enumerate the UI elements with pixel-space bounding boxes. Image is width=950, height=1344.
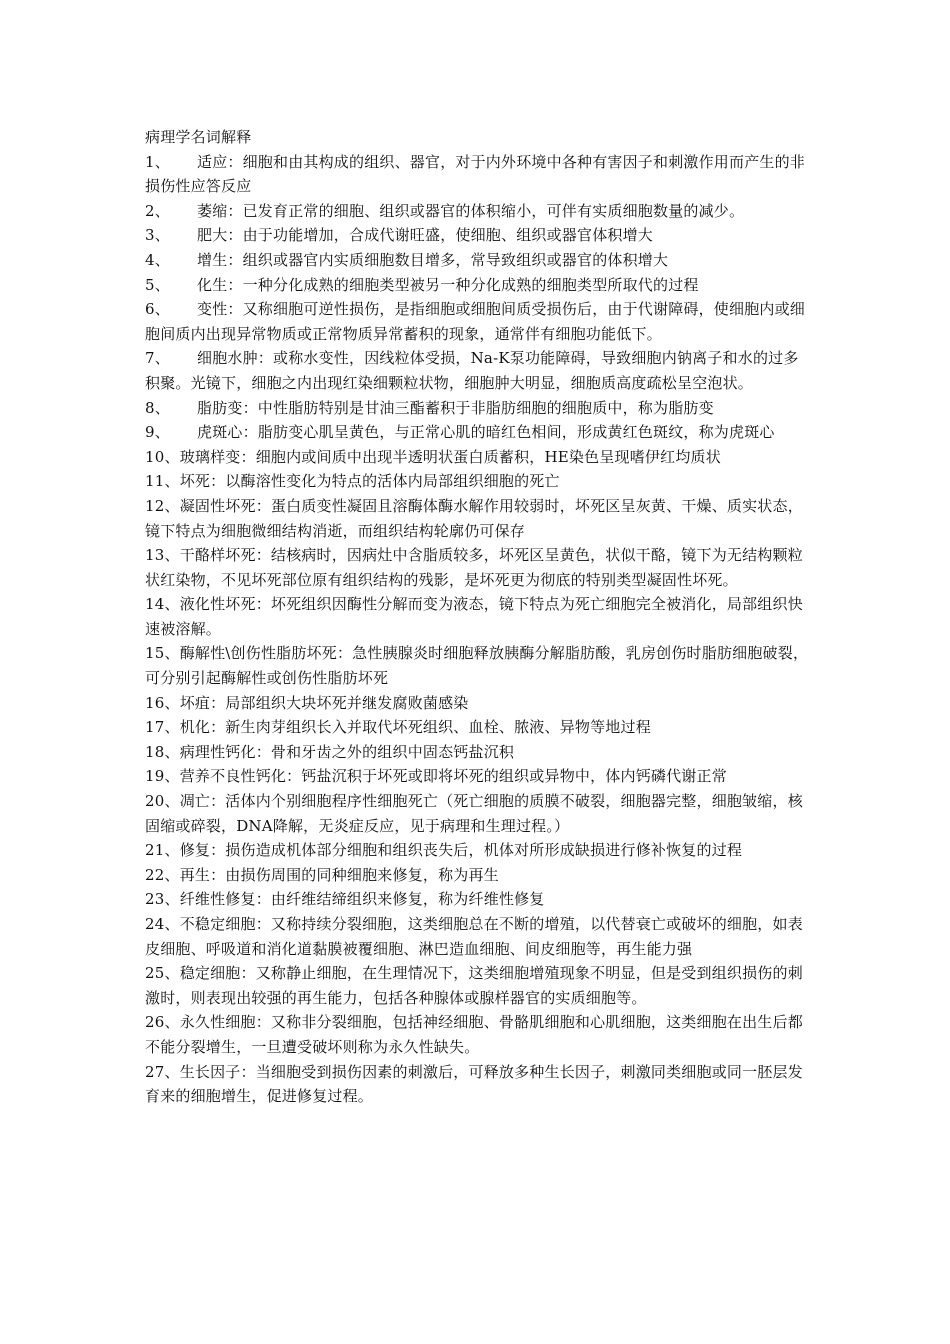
definition-entry	[145, 543, 809, 592]
entry-number: 17、	[145, 718, 180, 737]
entry-text: 凝固性坏死：蛋白质变性凝固且溶酶体酶水解作用较弱时，坏死区呈灰黄、干燥、质实状态，镜下特点为细胞微细结构消逝，而组织结构轮廓仍可保存	[145, 496, 803, 540]
entry-number: 13、	[145, 546, 180, 565]
entry-number: 21、	[145, 841, 180, 860]
entry-number: 16、	[145, 693, 180, 712]
definition-entry	[145, 592, 809, 641]
entry-text: 营养不良性钙化：钙盐沉积于坏死或即将坏死的组织或异物中，体内钙磷代谢正常	[179, 767, 727, 786]
entry-number: 14、	[145, 595, 180, 614]
definition-entry	[145, 273, 809, 298]
entry-text: 化生：一种分化成熟的细胞类型被另一种分化成熟的细胞类型所取代的过程	[197, 275, 699, 294]
entry-number: 27、	[145, 1062, 180, 1081]
definition-entry	[145, 863, 809, 888]
entry-text: 永久性细胞：又称非分裂细胞，包括神经细胞、骨骼肌细胞和心肌细胞，这类细胞在出生后都不能分裂增生，一旦遭受破坏则称为永久性缺失。	[145, 1013, 803, 1056]
entry-text: 萎缩：已发育正常的细胞、组织或器官的体积缩小，可伴有实质细胞数量的减少。	[197, 201, 745, 220]
definition-entry	[145, 469, 809, 494]
entry-number: 4、	[145, 250, 170, 269]
definition-entry	[145, 494, 809, 543]
entry-number: 23、	[145, 890, 180, 909]
entry-number: 25、	[145, 964, 180, 983]
definition-entry	[145, 445, 809, 470]
entry-text: 稳定细胞：又称静止细胞，在生理情况下，这类细胞增殖现象不明显，但是受到组织损伤的刺激时，则表现出较强的再生能力，包括各种腺体或腺样器官的实质细胞等。	[145, 964, 803, 1007]
definition-entry	[145, 1010, 809, 1059]
entry-text: 酶解性\创伤性脂肪坏死：急性胰腺炎时细胞释放胰酶分解脂肪酸，乳房创伤时脂肪细胞破裂，可分别引起酶解性或创伤性脂肪坏死	[145, 644, 809, 688]
entry-number: 11、	[145, 472, 180, 491]
definition-entry	[145, 887, 809, 912]
entry-number: 2、	[145, 201, 170, 220]
entry-text: 玻璃样变：细胞内或间质中出现半透明状蛋白质蓄积，HE染色呈现嗜伊红均质状	[179, 447, 721, 466]
entry-text: 病理性钙化：骨和牙齿之外的组织中固态钙盐沉积	[179, 742, 515, 761]
entry-number: 5、	[145, 275, 170, 294]
entry-text: 机化：新生肉芽组织长入并取代坏死组织、血栓、脓液、异物等地过程	[179, 718, 651, 737]
entry-text: 凋亡：活体内个别细胞程序性细胞死亡（死亡细胞的质膜不破裂，细胞器完整，细胞皱缩，核固缩或碎裂，DNA降解，无炎症反应，见于病理和生理过程。）	[145, 792, 803, 835]
entry-number: 22、	[145, 865, 180, 884]
definition-entry	[145, 789, 809, 838]
entry-text: 细胞水肿：或称水变性，因线粒体受损，Na-K泵功能障碍，导致细胞内钠离子和水的过多积聚。光镜下，细胞之内出现红染细颗粒状物，细胞肿大明显，细胞质高度疏松呈空泡状。	[145, 349, 799, 392]
definition-entry	[145, 641, 809, 690]
entry-number: 10、	[145, 447, 180, 466]
definition-list	[145, 150, 809, 1109]
definition-entry	[145, 248, 809, 273]
entry-number: 20、	[145, 792, 180, 811]
definition-entry	[145, 912, 809, 961]
entry-text: 肥大：由于功能增加，合成代谢旺盛，使细胞、组织或器官体积增大	[197, 226, 654, 245]
entry-text: 坏疽：局部组织大块坏死并继发腐败菌感染	[179, 693, 469, 712]
definition-entry	[145, 396, 809, 421]
entry-text: 增生：组织或器官内实质细胞数目增多，常导致组织或器官的体积增大	[197, 250, 669, 269]
entry-text: 液化性坏死：坏死组织因酶性分解而变为液态，镜下特点为死亡细胞完全被消化，局部组织快速被溶解。	[145, 595, 803, 638]
entry-text: 适应：细胞和由其构成的组织、器官，对于内外环境中各种有害因子和刺激作用而产生的非损伤性应答反应	[145, 152, 806, 196]
entry-text: 干酪样坏死：结核病时，因病灶中含脂质较多，坏死区呈黄色，状似干酪，镜下为无结构颗粒状红染物，不见坏死部位原有组织结构的残影，是坏死更为彻底的特别类型凝固性坏死。	[145, 546, 803, 589]
entry-number: 3、	[145, 226, 170, 245]
definition-entry	[145, 740, 809, 765]
entry-number: 19、	[145, 767, 180, 786]
definition-entry	[145, 223, 809, 248]
document-title: 病理学名词解释	[145, 128, 252, 146]
definition-entry	[145, 150, 809, 199]
definition-entry	[145, 297, 809, 346]
entry-number: 12、	[145, 496, 180, 515]
entry-number: 15、	[145, 644, 180, 663]
entry-text: 纤维性修复：由纤维结缔组织来修复，称为纤维性修复	[179, 890, 545, 909]
entry-number: 1、	[145, 152, 170, 171]
entry-number: 8、	[145, 398, 170, 417]
entry-number: 18、	[145, 742, 180, 761]
entry-text: 再生：由损伤周围的同种细胞来修复，称为再生	[179, 865, 499, 884]
entry-text: 生长因子：当细胞受到损伤因素的刺激后，可释放多种生长因子，刺激同类细胞或同一胚层发育来的细胞增生，促进修复过程。	[145, 1062, 803, 1106]
definition-entry	[145, 199, 809, 224]
entry-text: 修复：损伤造成机体部分细胞和组织丧失后，机体对所形成缺损进行修补恢复的过程	[179, 841, 743, 860]
definition-entry	[145, 691, 809, 716]
entry-number: 26、	[145, 1013, 180, 1032]
definition-entry	[145, 346, 809, 395]
entry-text: 不稳定细胞：又称持续分裂细胞，这类细胞总在不断的增殖，以代替衰亡或破坏的细胞，如表皮细胞、呼吸道和消化道黏膜被覆细胞、淋巴造血细胞、间皮细胞等，再生能力强	[145, 915, 803, 958]
entry-text: 变性：又称细胞可逆性损伤，是指细胞或细胞间质受损伤后，由于代谢障碍，使细胞内或细胞间质内出现异常物质或正常物质异常蓄积的现象，通常伴有细胞功能低下。	[145, 300, 806, 343]
definition-entry	[145, 838, 809, 863]
definition-entry	[145, 715, 809, 740]
definition-entry	[145, 1060, 809, 1109]
entry-text: 脂肪变：中性脂肪特别是甘油三酯蓄积于非脂肪细胞的细胞质中，称为脂肪变	[197, 398, 714, 417]
entry-text: 坏死：以酶溶性变化为特点的活体内局部组织细胞的死亡	[179, 472, 560, 491]
document-body	[145, 125, 809, 1109]
entry-number: 6、	[145, 300, 170, 319]
entry-text: 虎斑心：脂肪变心肌呈黄色，与正常心肌的暗红色相间，形成黄红色斑纹，称为虎斑心	[197, 423, 775, 442]
entry-number: 9、	[145, 423, 170, 442]
definition-entry	[145, 961, 809, 1010]
entry-number: 7、	[145, 349, 170, 368]
definition-entry	[145, 764, 809, 789]
definition-entry	[145, 420, 809, 445]
entry-number: 24、	[145, 915, 180, 933]
